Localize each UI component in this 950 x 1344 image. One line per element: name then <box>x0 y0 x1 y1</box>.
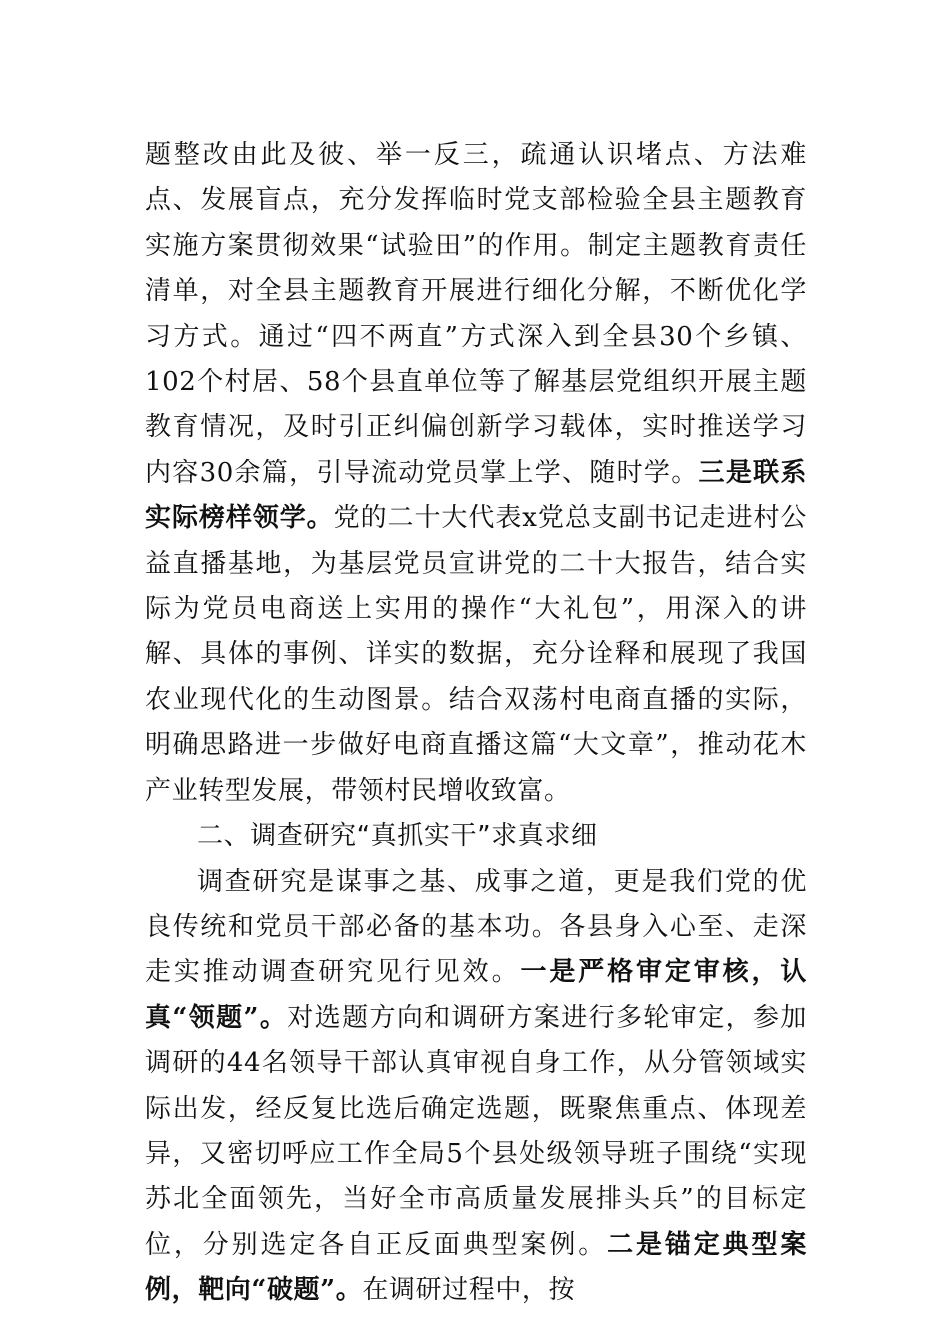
paragraph-continuation <box>145 133 807 814</box>
paragraph-text: 对选题方向和调研方案进行多轮审定，参加调研的44名领导干部认真审视自身工作，从分管领域实际出发，经反复比选后确定选题，既聚焦重点、体现差异，又密切呼应工作全局5个县处级领导班子围绕“实现苏北全面领先，当好全市高质量发展排头兵”的目标定位，分别选定各自正反面典型案例。 <box>145 1002 807 1260</box>
paragraph-text: 党的二十大代表x党总支副书记走进村公益直播基地，为基层党员宣讲党的二十大报告，结合实际为党员电商送上实用的操作“大礼包”，用深入的讲解、具体的事例、详实的数据，充分诠释和展现了我国农业现代化的生动图景。结合双荡村电商直播的实际，明确思路进一步做好电商直播这篇“大文章”，推动花木产业转型发展，带领村民增收致富。 <box>145 503 808 806</box>
paragraph-text: 在调研过程中，按 <box>362 1275 576 1306</box>
paragraph-text: 调查研究是谋事之基、成事之道，更是我们党的优良传统和党员干部必备的基本功。各县身入心至、走深走实推动调查研究见行见效。 <box>145 866 807 988</box>
bold-subheading: 二是锚定典型案例，靶向“破题”。 <box>145 1229 807 1306</box>
paragraph-text: 题整改由此及彼、举一反三，疏通认识堵点、方法难点、发展盲点，充分发挥临时党支部检验全县主题教育实施方案贯彻效果“试验田”的作用。制定主题教育责任清单，对全县主题教育开展进行细化分解，不断优化学习方式。通过“四不两直”方式深入到全县30个乡镇、102个村居、58个县直单位等了解基层党组织开展主题教育情况，及时引正纠偏创新学习载体，实时推送学习内容30余篇，引导流动党员掌上学、随时学。 <box>145 140 807 488</box>
bold-subheading: 一是严格审定审核，认真“领题”。 <box>145 957 807 1033</box>
paragraph <box>145 860 807 1314</box>
section-heading: 二、调查研究“真抓实干”求真求细 <box>197 821 598 852</box>
document-body <box>145 133 807 1314</box>
bold-subheading: 三是联系实际榜样领学。 <box>145 457 808 534</box>
